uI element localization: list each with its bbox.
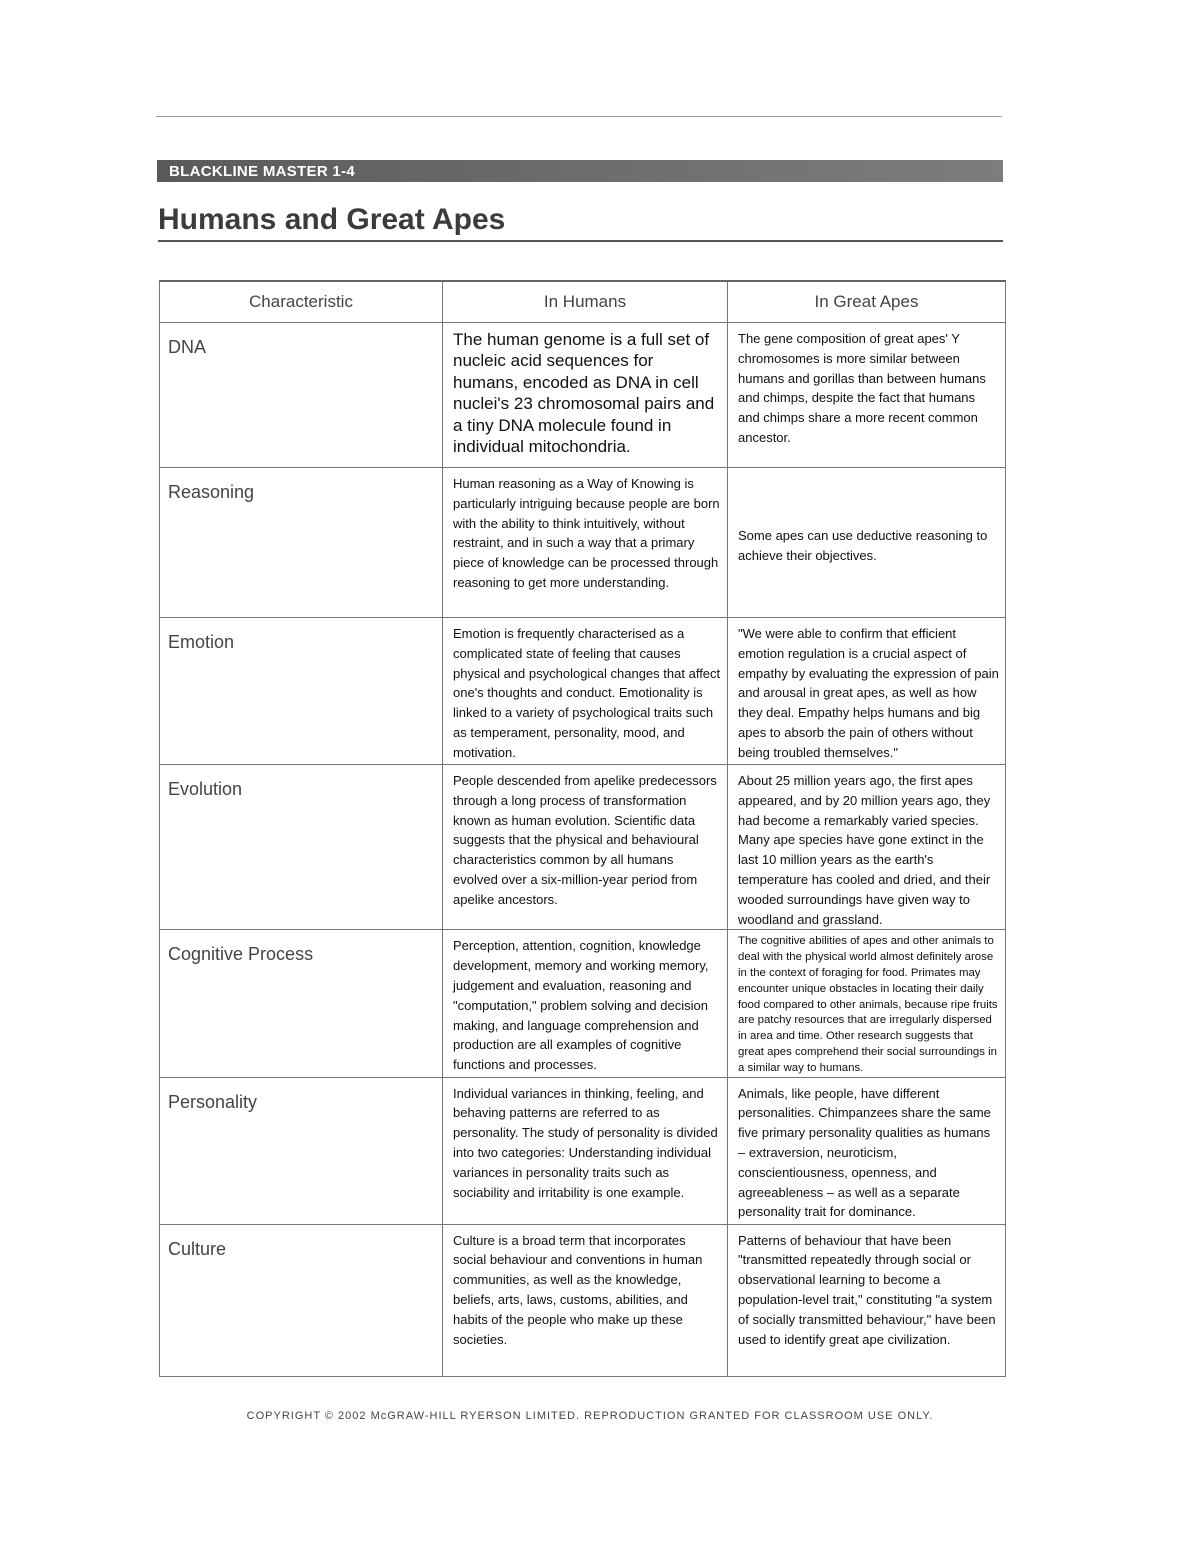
apes-cell-reasoning: Some apes can use deductive reasoning to achieve their objectives. bbox=[728, 468, 1006, 618]
table-row bbox=[160, 618, 1006, 765]
comparison-table bbox=[159, 280, 1006, 1377]
copyright-footer: COPYRIGHT © 2002 McGRAW-HILL RYERSON LIMITED. REPRODUCTION GRANTED FOR CLASSROOM USE ONLY. bbox=[246, 1410, 934, 1422]
humans-cell-reasoning: Human reasoning as a Way of Knowing is particularly intriguing because people are born with the ability to think intuitively, without restraint, and in such a way that a primary piece of knowledge can be processed through reasoning to get more understanding. bbox=[443, 468, 728, 618]
humans-cell-dna: The human genome is a full set of nucleic acid sequences for humans, encoded as DNA in cell nuclei's 23 chromosomal pairs and a tiny DNA molecule found in individual mitochondria. bbox=[443, 323, 728, 468]
top-rule bbox=[156, 116, 1002, 117]
apes-cell-culture: Patterns of behaviour that have been "transmitted repeatedly through social or observational learning to become a population-level trait," constituting "a system of socially transmitted behaviour," have been used to identify great ape civilization. bbox=[728, 1224, 1006, 1376]
table-row bbox=[160, 765, 1006, 930]
header-in-great-apes: In Great Apes bbox=[728, 281, 1006, 323]
humans-cell-cognitive-process: Perception, attention, cognition, knowledge development, memory and working memory, judgement and evaluation, reasoning and "computation," problem solving and decision making, and language comprehension and production are all examples of cognitive functions and processes. bbox=[443, 930, 728, 1077]
table-row bbox=[160, 323, 1006, 468]
apes-cell-emotion: "We were able to confirm that efficient emotion regulation is a crucial aspect of empathy by evaluating the expression of pain and arousal in great apes, as well as how they deal. Empathy helps humans and big apes to absorb the pain of others without being troubled themselves." bbox=[728, 618, 1006, 765]
apes-cell-evolution: About 25 million years ago, the first apes appeared, and by 20 million years ago, they had become a remarkably varied species. Many ape species have gone extinct in the last 10 million years as the earth's temperature has cooled and dried, and their wooded surroundings have given way to woodland and grassland. bbox=[728, 765, 1006, 930]
table-row bbox=[160, 468, 1006, 618]
humans-cell-emotion: Emotion is frequently characterised as a complicated state of feeling that causes physical and psychological changes that affect one's thoughts and conduct. Emotionality is linked to a variety of psychological traits such as temperament, personality, mood, and motivation. bbox=[443, 618, 728, 765]
table-row bbox=[160, 930, 1006, 1077]
row-label-dna: DNA bbox=[160, 323, 443, 468]
table-row bbox=[160, 1224, 1006, 1376]
blackline-banner: BLACKLINE MASTER 1-4 bbox=[157, 160, 1003, 182]
row-label-evolution: Evolution bbox=[160, 765, 443, 930]
apes-cell-personality: Animals, like people, have different personalities. Chimpanzees share the same five primary personality qualities as humans – extraversion, neuroticism, conscientiousness, openness, and agreeableness – as well as a separate personality trait for dominance. bbox=[728, 1077, 1006, 1224]
table-header-row bbox=[160, 281, 1006, 323]
apes-cell-cognitive-process: The cognitive abilities of apes and other animals to deal with the physical world almost definitely arose in the context of foraging for food. Primates may encounter unique obstacles in locating their daily food compared to other animals, because ripe fruits are patchy resources that are irregularly dispersed in area and time. Other research suggests that great apes comprehend their social surroundings in a similar way to humans. bbox=[728, 930, 1006, 1077]
humans-cell-evolution: People descended from apelike predecessors through a long process of transformation known as human evolution. Scientific data suggests that the physical and behavioural characteristics common by all humans evolved over a six-million-year period from apelike ancestors. bbox=[443, 765, 728, 930]
row-label-personality: Personality bbox=[160, 1077, 443, 1224]
row-label-cognitive-process: Cognitive Process bbox=[160, 930, 443, 1077]
page-title: Humans and Great Apes bbox=[158, 203, 506, 236]
row-label-emotion: Emotion bbox=[160, 618, 443, 765]
title-rule bbox=[158, 240, 1003, 242]
header-characteristic: Characteristic bbox=[160, 281, 443, 323]
table-row bbox=[160, 1077, 1006, 1224]
apes-cell-dna: The gene composition of great apes' Y chromosomes is more similar between humans and gorillas than between humans and chimps, despite the fact that humans and chimps share a more recent common ancestor. bbox=[728, 323, 1006, 468]
row-label-reasoning: Reasoning bbox=[160, 468, 443, 618]
humans-cell-personality: Individual variances in thinking, feeling, and behaving patterns are referred to as personality. The study of personality is divided into two categories: Understanding individual variances in personality traits such as sociability and irritability is one example. bbox=[443, 1077, 728, 1224]
row-label-culture: Culture bbox=[160, 1224, 443, 1376]
humans-cell-culture: Culture is a broad term that incorporates social behaviour and conventions in human communities, as well as the knowledge, beliefs, arts, laws, customs, abilities, and habits of the people who make up these societies. bbox=[443, 1224, 728, 1376]
header-in-humans: In Humans bbox=[443, 281, 728, 323]
